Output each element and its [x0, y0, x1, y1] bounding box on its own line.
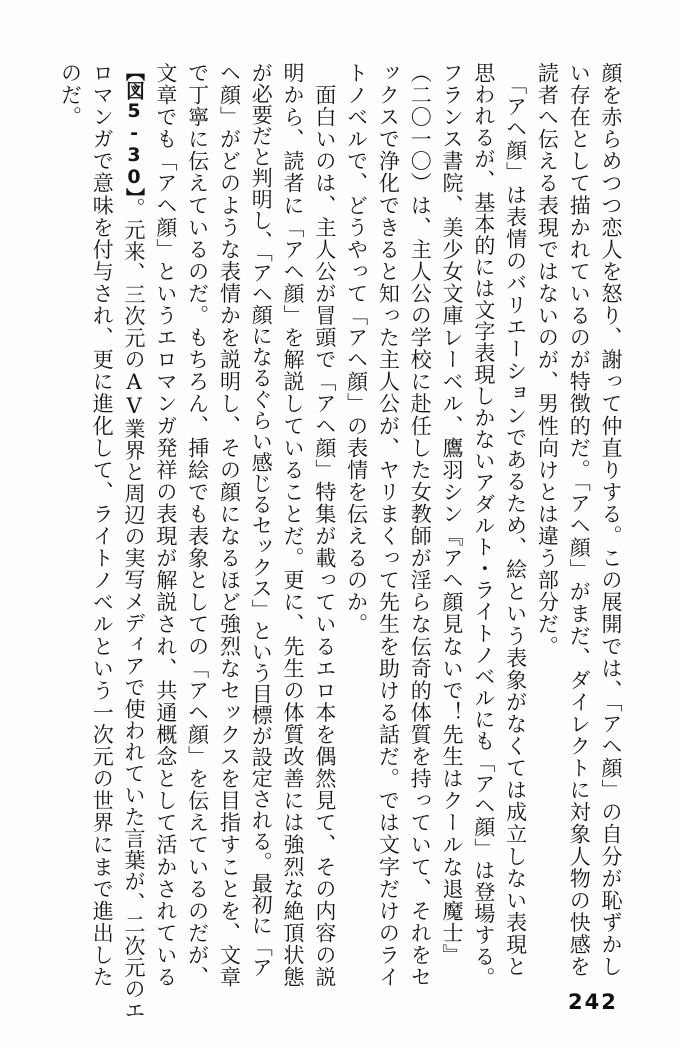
text-column-11: 明から、読者に「アヘ顔」を解説していることだ。更に、先生の体質改善には強烈な絶頂状態 [281, 62, 306, 989]
text-column-1: 顔を赤らめつつ恋人を怒り、謝って仲直りする。この展開では、「アヘ顔」の自分が恥ずかし [599, 62, 623, 978]
text-column-7: （二〇一〇）は、主人公の学校に赴任した女教師が淫らな伝奇的体質を持っていて、それをセ [408, 62, 433, 989]
latin-upright-text: AV [122, 369, 147, 418]
figure-reference: 【図5-30】 [123, 62, 146, 198]
text-column-17: ロマンガで意味を付与され、更に進化して、ライトノベルという一次元の世界にまで進出した [90, 62, 115, 989]
text-column-9: トノベルで、どうやって「アヘ顔」の表情を伝えるのか。 [344, 62, 369, 636]
text-column-14: で丁寧に伝えているのだ。もちろん、挿絵でも表象としての「アヘ顔」を伝えているのだが、 [185, 62, 210, 989]
text-column-12: が必要だと判明し、「アヘ顔になるぐらい感じるセックス」という目標が設定される。最初に「ア [249, 62, 274, 978]
text-column-15: 文章でも「アヘ顔」というエロマンガ発祥の表現が解説され、共通概念として活かされている [153, 62, 178, 989]
text-column-6: フランス書院、美少女文庫レーベル、鷹羽シン『アヘ顔見ないで！先生はクールな退魔士』 [440, 62, 465, 967]
text-column-8: ックスで浄化できると知った主人公が、ヤリまくって先生を助ける話だ。では文字だけのライ [376, 62, 401, 989]
text-column-10: 面白いのは、主人公が冒頭で「アヘ顔」特集が載っているエロ本を偶然見て、その内容の説 [312, 62, 337, 989]
text-column-2: い存在として描かれているのが特徴的だ。「アヘ顔」がまだ、ダイレクトに対象人物の快感を [567, 62, 592, 978]
text-column-3: 読者へ伝える表現ではないのが、男性向けとは違う部分だ。 [535, 62, 560, 658]
text-segment: 。元来、三次元の [122, 197, 147, 370]
text-column-4: 「アヘ顔」は表情のバリエーションであるため、絵という表象がなくては成立しない表現と [503, 62, 528, 978]
text-column-13: ヘ顔」がどのような表情かを説明し、その顔になるほど強烈なセックスを目指すことを、文章 [217, 62, 242, 989]
text-column-16 [117, 62, 149, 1022]
page-number: 242 [568, 990, 618, 1014]
text-segment: 業界と周辺の実写メディアで使われていた言葉が、二次元のエ [122, 417, 147, 1022]
text-column-18: のだ。 [58, 62, 83, 129]
text-column-5: 思われるが、基本的には文字表現しかないアダルト・ライトノベルにも「アヘ顔」は登場する。 [471, 62, 496, 989]
